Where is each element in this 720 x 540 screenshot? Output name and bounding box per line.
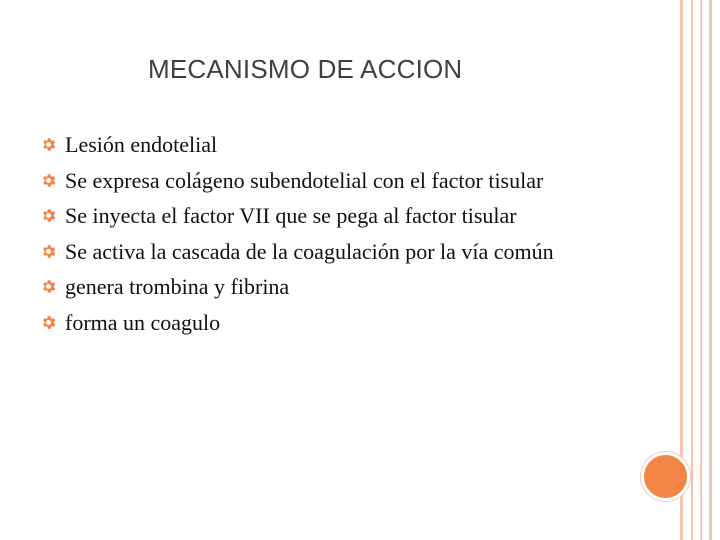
- gear-icon: [40, 278, 57, 295]
- bullet-text: Se activa la cascada de la coagulación por la vía común: [65, 238, 554, 264]
- gear-icon: [40, 136, 57, 153]
- bullet-item: [40, 198, 554, 234]
- rail-line: [691, 0, 693, 540]
- gear-icon: [40, 243, 57, 260]
- bullet-text: forma un coagulo: [65, 309, 221, 335]
- rail-line: [700, 0, 702, 540]
- bullet-item: [40, 305, 554, 341]
- rail-line: [709, 0, 712, 540]
- bullet-item: [40, 269, 554, 305]
- gear-icon: [40, 207, 57, 224]
- decorative-circle: [641, 452, 690, 501]
- decorative-rails: [680, 0, 720, 540]
- bullet-text: genera trombina y fibrina: [65, 274, 290, 299]
- bullet-item: [40, 234, 554, 270]
- gear-icon: [40, 314, 57, 331]
- bullet-text: Se inyecta el factor VII que se pega al factor tisular: [65, 203, 517, 228]
- gear-icon: [40, 172, 57, 189]
- bullet-text: Lesión endotelial: [65, 132, 218, 157]
- bullet-list: [40, 127, 554, 340]
- slide-title: MECANISMO DE ACCION: [148, 54, 463, 84]
- bullet-item: [40, 127, 554, 163]
- bullet-text: Se expresa colágeno subendotelial con el factor tisular: [65, 167, 544, 193]
- bullet-item: [40, 163, 554, 199]
